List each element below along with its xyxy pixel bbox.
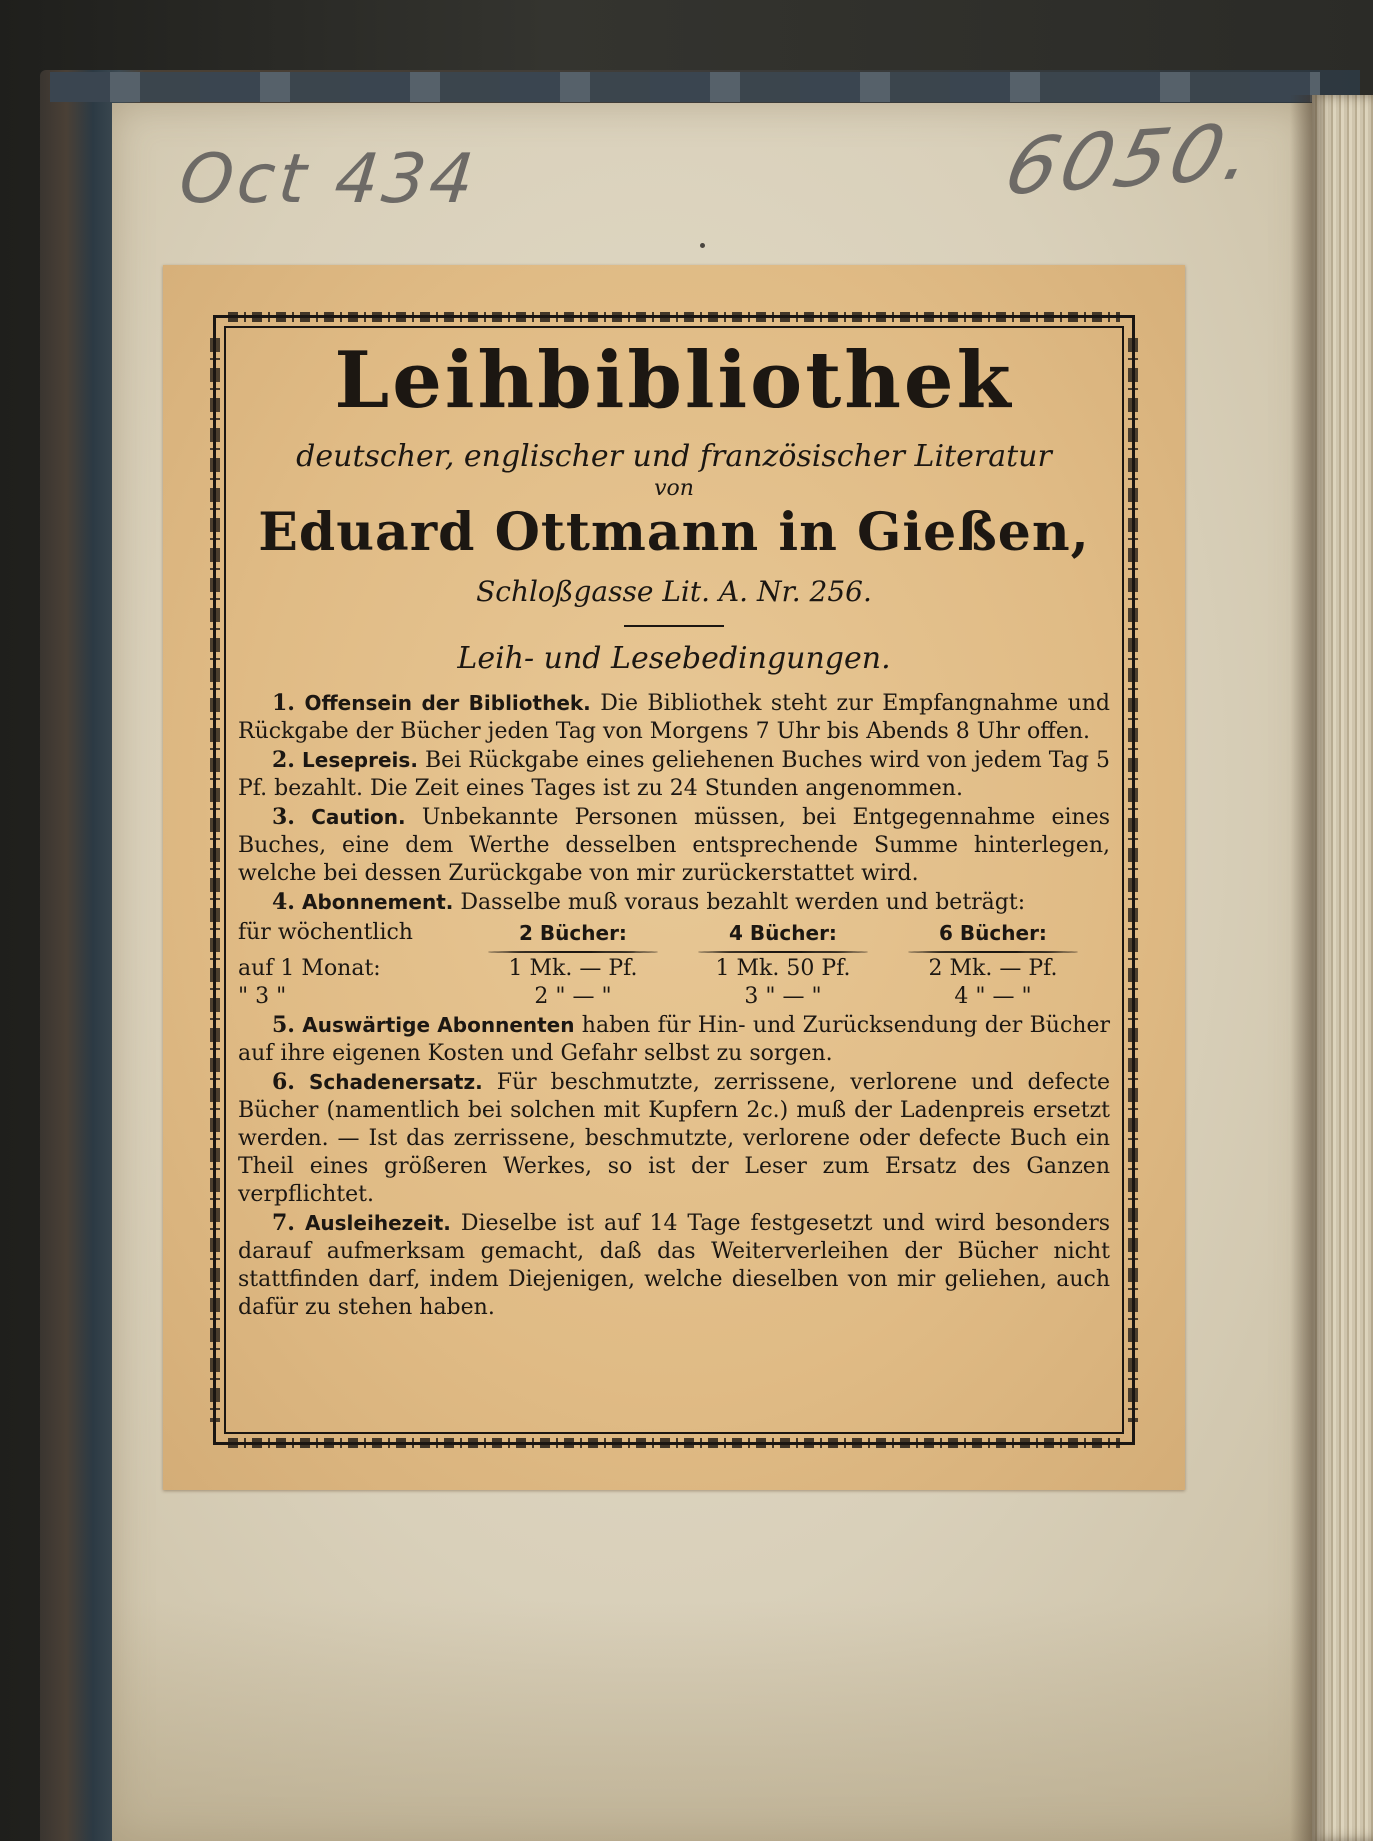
shelfmark-left: Oct 434: [175, 140, 482, 219]
table-header: 4 Bücher:: [678, 919, 888, 955]
rule-term: Offensein der Bibliothek.: [304, 691, 591, 715]
ink-dot: [700, 243, 705, 248]
border-ornament-bottom: [228, 1438, 1120, 1448]
table-cell: 2 " — ": [534, 984, 612, 1009]
rule-text: Unbekannte Personen müssen, bei Entgegennahme eines Buches, eine dem Werthe desselben entsprechende Summe hinterlegen, welche bei dessen Zurückgabe von mir zurückerstattet wird.: [238, 805, 1111, 886]
rule-paragraph: [238, 1011, 1110, 1068]
label-subtitle: deutscher, englischer und französischer Literatur: [296, 439, 1052, 474]
rule-term: Lesepreis.: [302, 748, 418, 772]
subscription-table: [238, 919, 1110, 1011]
table-header: 6 Bücher:: [888, 919, 1098, 955]
border-ornament-top: [228, 312, 1120, 322]
rule-number: 4.: [272, 889, 295, 915]
page-block-edge: [1312, 95, 1373, 1841]
label-title: Leihbibliothek: [334, 335, 1014, 426]
library-label: [163, 265, 1185, 1490]
rule-text: Für beschmutzte, zerrissene, verlorene und defecte Bücher (namentlich bei solchen mit Kupfern 2c.) muß der Ladenpreis ersetzt werden. — Ist das zerrissene, beschmutzte, verlorene oder defecte Buch ein Theil eines größeren Werkes, so ist der Leser zum Ersatz des Ganzen verpflichtet.: [238, 1070, 1111, 1207]
rules-list-continued: [238, 1011, 1110, 1322]
rule-paragraph: [238, 1209, 1110, 1322]
rules-list: [238, 689, 1110, 917]
table-cell: 4 " — ": [954, 984, 1032, 1009]
border-ornament-left: [210, 338, 220, 1422]
rule-term: Abonnement.: [301, 890, 454, 914]
table-cell: 1 Mk. 50 Pf.: [715, 956, 851, 981]
table-row-label: auf 1 Monat:: [238, 956, 381, 981]
table-cell: 3 " — ": [744, 984, 822, 1009]
rule-text: Die Bibliothek steht zur Empfangnahme und Rückgabe der Bücher jeden Tag von Morgens 7 Uhr bis Abends 8 Uhr offen.: [238, 691, 1110, 744]
label-address: Schloßgasse Lit. A. Nr. 256.: [476, 575, 872, 608]
rule-number: 1.: [272, 690, 295, 716]
page-stain: [112, 1600, 1312, 1841]
conditions-heading: Leih- und Lesebedingungen.: [457, 641, 891, 676]
rule-number: 3.: [272, 804, 295, 830]
shelfmark-right: 6050.: [996, 106, 1268, 214]
rule-number: 5.: [272, 1012, 295, 1038]
cover-edge: [50, 72, 1320, 102]
rule-text: Dasselbe muß voraus bezahlt werden und beträgt:: [460, 890, 1026, 915]
rule-text: Dieselbe ist auf 14 Tage festgesetzt und wird besonders darauf aufmerksam gemacht, daß das Weiterverleihen der Bücher nicht stattfinden darf, indem Diejenigen, welche dieselben von mir geliehen, auch dafür zu stehen haben.: [238, 1211, 1110, 1320]
rule-number: 7.: [272, 1210, 295, 1236]
rule-term: Schadenersatz.: [308, 1070, 483, 1094]
border-ornament-right: [1128, 338, 1138, 1422]
divider: [624, 625, 724, 627]
table-label-header: für wöchentlich: [238, 920, 413, 945]
rule-paragraph: [238, 746, 1110, 803]
rule-term: Auswärtige Abonnenten: [302, 1013, 575, 1037]
rule-number: 2.: [272, 747, 295, 773]
table-cell: 2 Mk. — Pf.: [928, 956, 1058, 981]
label-content: [238, 335, 1110, 1322]
rule-paragraph: [238, 803, 1110, 888]
rule-text: Bei Rückgabe eines geliehenen Buches wird von jedem Tag 5 Pf. bezahlt. Die Zeit eines Tages ist zu 24 Stunden angenommen.: [238, 748, 1111, 801]
label-von: von: [654, 476, 694, 501]
rule-term: Ausleihezeit.: [304, 1211, 451, 1235]
rule-paragraph: [238, 888, 1110, 917]
table-cell: 1 Mk. — Pf.: [508, 956, 638, 981]
rule-paragraph: [238, 689, 1110, 746]
table-header: 2 Bücher:: [468, 919, 678, 955]
rule-paragraph: [238, 1068, 1110, 1209]
rule-number: 6.: [272, 1069, 295, 1095]
label-owner: Eduard Ottmann in Gießen,: [258, 502, 1090, 563]
table-row-label: " 3 ": [238, 984, 287, 1009]
rule-term: Caution.: [311, 805, 406, 829]
rule-text: haben für Hin- und Zurücksendung der Bücher auf ihre eigenen Kosten und Gefahr selbst zu sorgen.: [238, 1013, 1110, 1066]
